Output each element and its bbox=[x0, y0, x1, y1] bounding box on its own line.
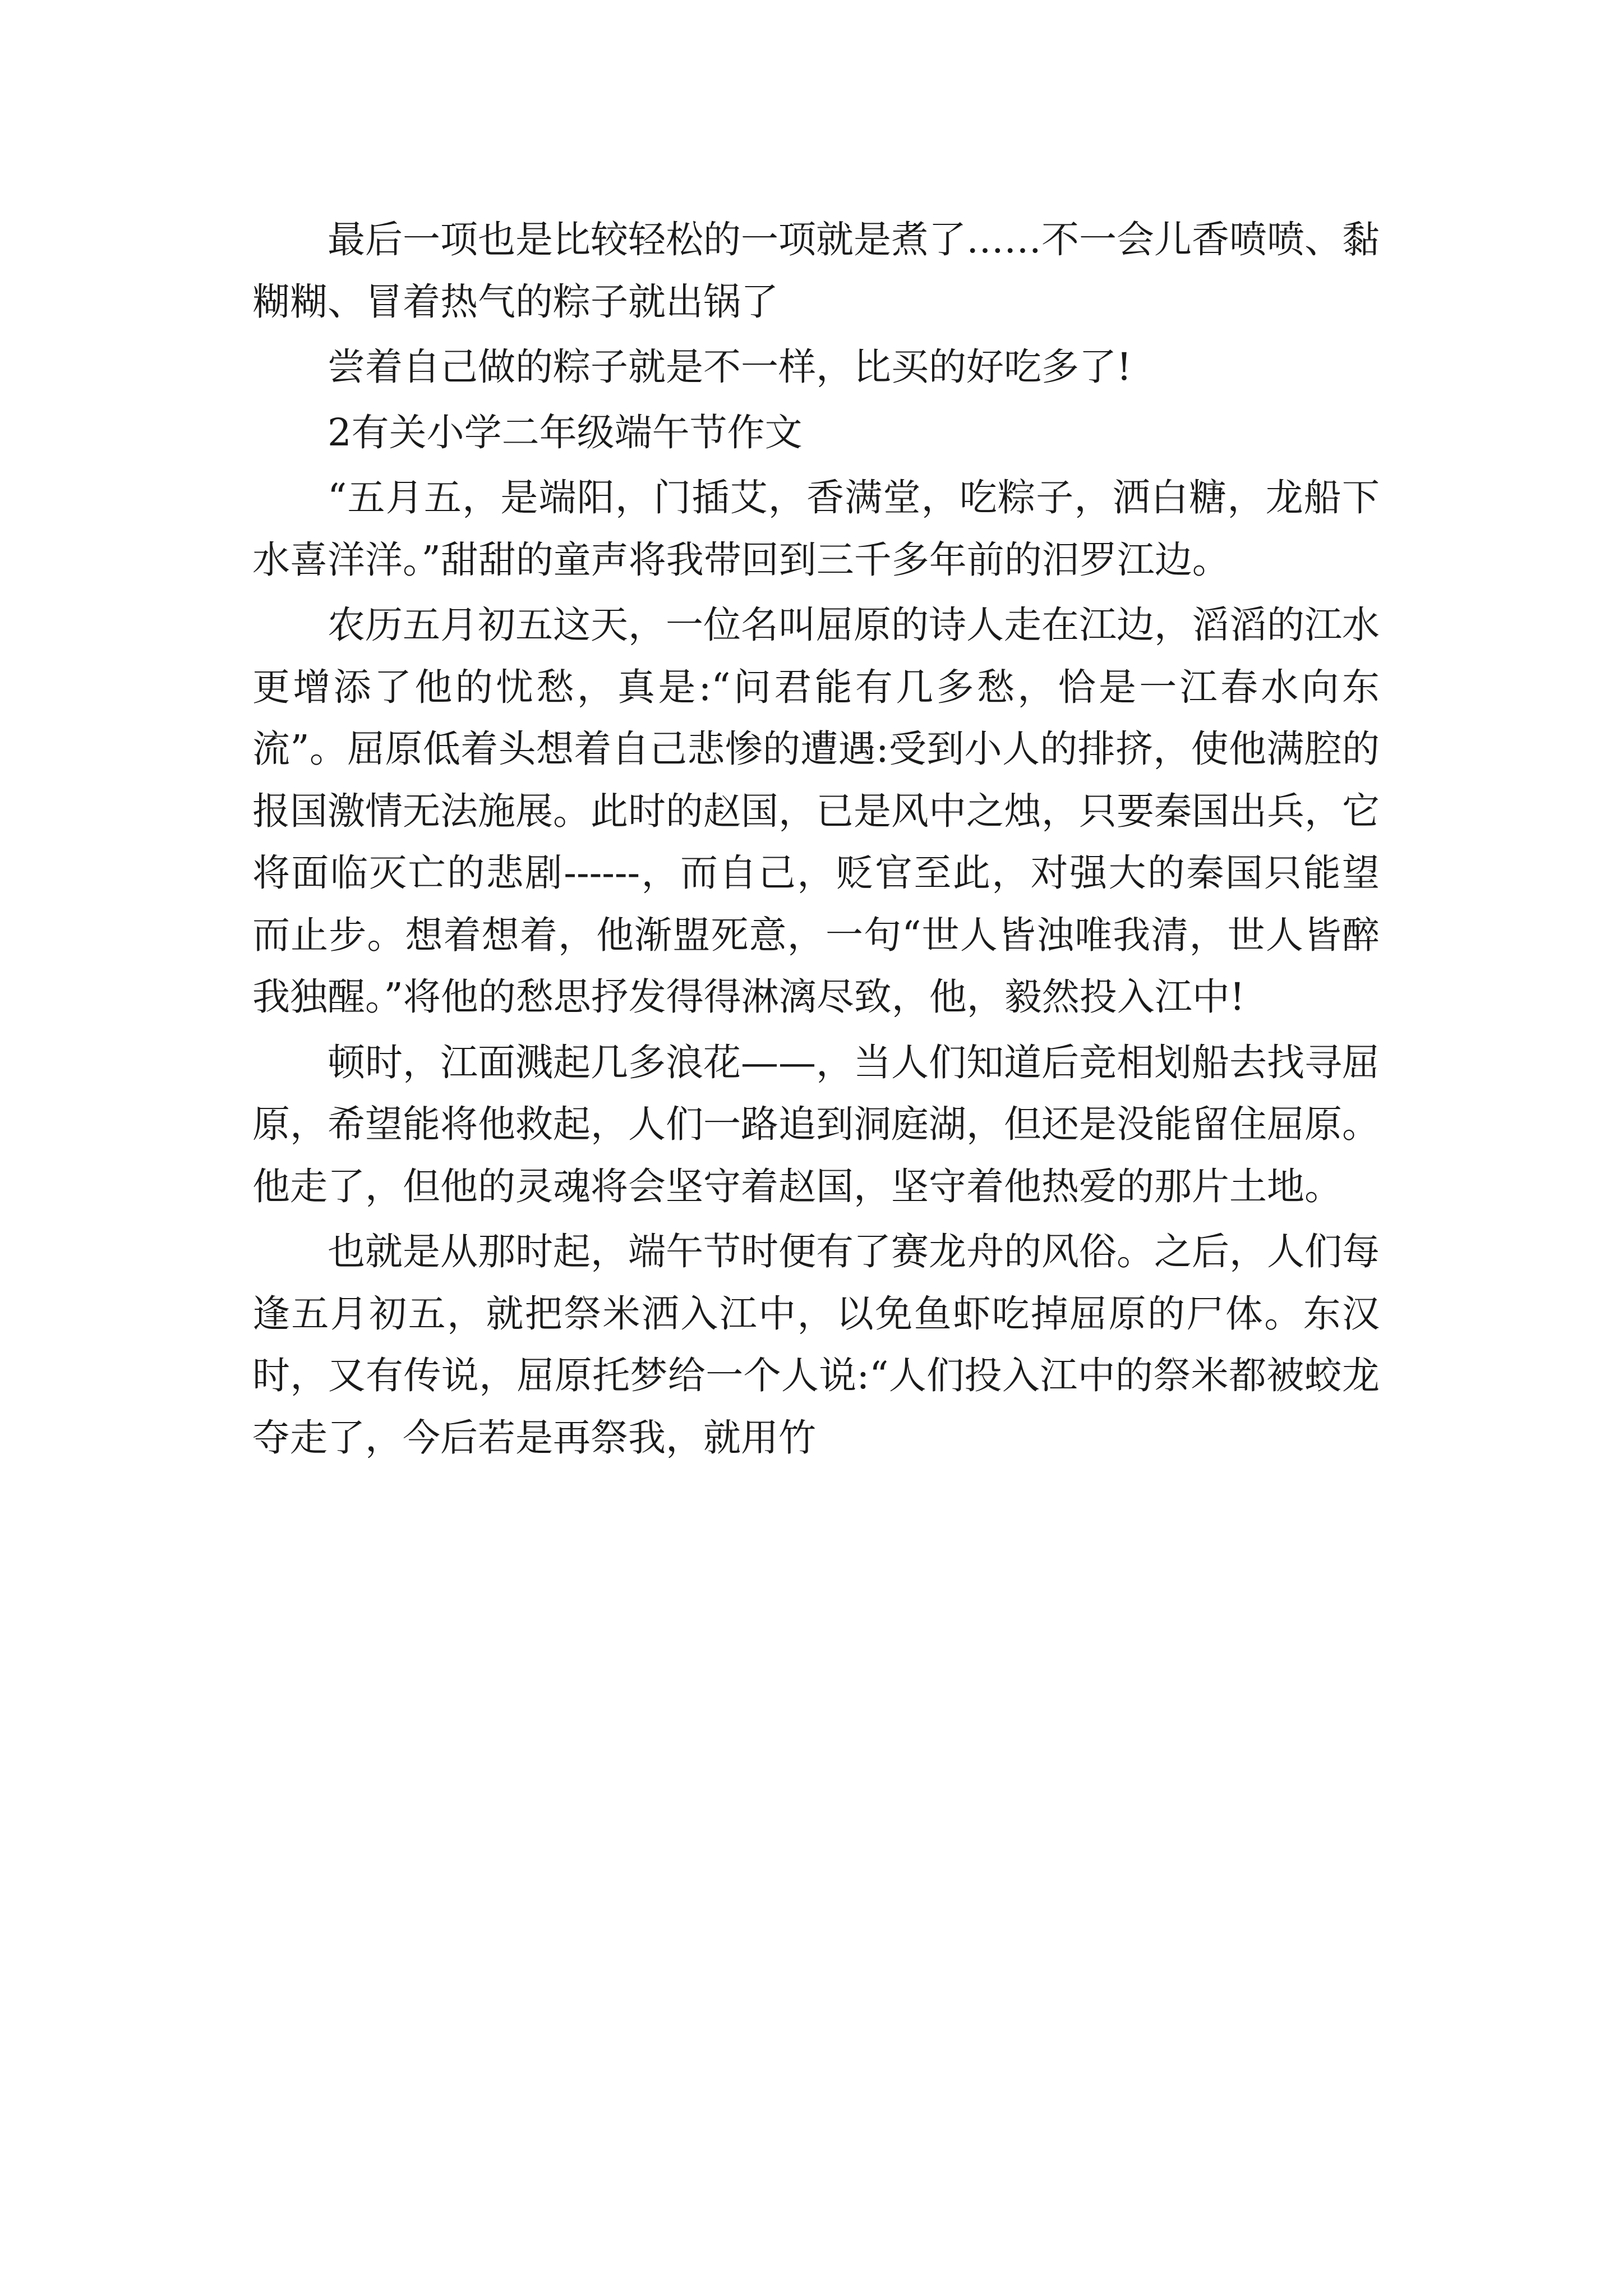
paragraph-cooking-end: 最后一项也是比较轻松的一项就是煮了……不一会儿香喷喷、黏糊糊、冒着热气的粽子就出锅了 bbox=[252, 218, 1380, 324]
paragraph-customs: 也就是从那时起，端午节时便有了赛龙舟的风俗。之后，人们每逢五月初五，就把祭米洒入江中，以免鱼虾吃掉屈原的尸体。东汉时，又有传说，屈原托梦给一个人说:“人们投入江中的祭米都被蛟龙夺走了，今后若是再祭我，就用竹 bbox=[252, 1230, 1380, 1460]
paragraph-tasting: 尝着自己做的粽子就是不一样，比买的好吃多了! bbox=[328, 345, 1132, 389]
document-body bbox=[252, 209, 1380, 1469]
paragraph-rhyme: “五月五，是端阳，门插艾，香满堂，吃粽子，洒白糖，龙船下水喜洋洋。”甜甜的童声将我带回到三千多年前的汨罗江边。 bbox=[252, 476, 1380, 582]
section-heading: 2有关小学二年级端午节作文 bbox=[328, 410, 803, 454]
paragraph-qu-yuan-story: 农历五月初五这天，一位名叫屈原的诗人走在江边，滔滔的江水更增添了他的忧愁，真是:“问君能有几多愁，恰是一江春水向东流”。屈原低着头想着自己悲惨的遭遇:受到小人的排挤，使他满腔的报国激情无法施展。此时的赵国，已是风中之烛，只要秦国出兵，它将面临灭亡的悲剧------，而自己，贬官至此，对强大的秦国只能望而止步。想着想着，他渐盟死意，一句“世人皆浊唯我清，世人皆醉我独醒。”将他的愁思抒发得得淋漓尽致，他，毅然投入江中! bbox=[252, 603, 1380, 1019]
paragraph-search: 顿时，江面溅起几多浪花——，当人们知道后竞相划船去找寻屈原，希望能将他救起，人们一路追到洞庭湖，但还是没能留住屈原。他走了，但他的灵魂将会坚守着赵国，坚守着他热爱的那片土地。 bbox=[252, 1040, 1380, 1208]
